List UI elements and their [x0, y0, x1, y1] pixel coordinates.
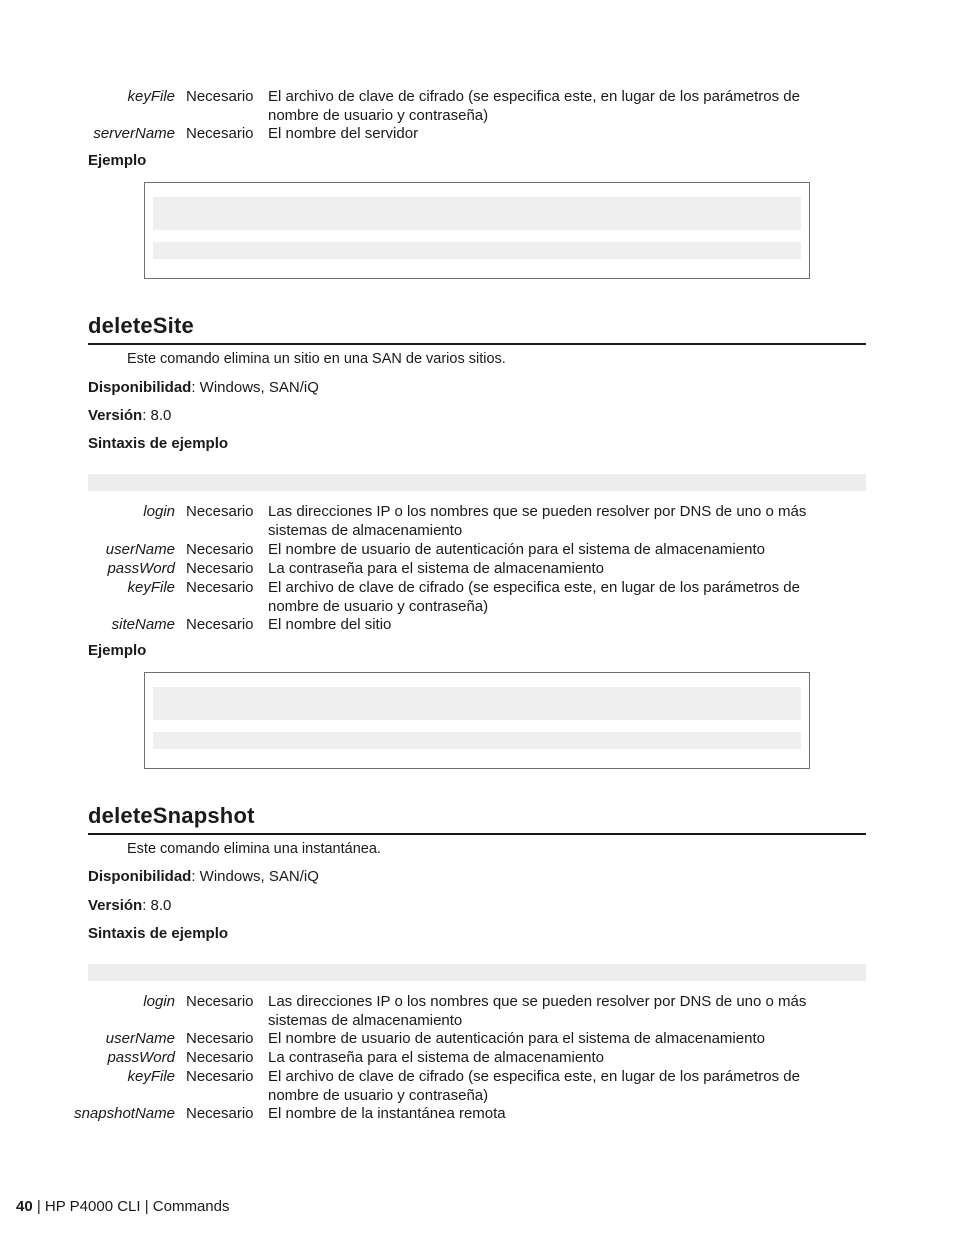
availability-label: Disponibilidad — [88, 868, 192, 885]
param-description: El archivo de clave de cifrado (se especifica este, en lugar de los parámetros de nombre de usuario y contraseña) — [268, 579, 800, 615]
section-intro: Este comando elimina una instantánea. — [127, 841, 381, 857]
param-required: Necesario — [186, 1030, 254, 1047]
section-title: deleteSite — [88, 313, 194, 338]
code-line — [153, 732, 801, 749]
page-footer — [16, 1198, 229, 1215]
section-title: deleteSnapshot — [88, 803, 255, 828]
param-name: keyFile — [127, 88, 175, 105]
param-description: El archivo de clave de cifrado (se especifica este, en lugar de los parámetros de nombre de usuario y contraseña) — [268, 1068, 800, 1104]
param-required: Necesario — [186, 579, 254, 596]
param-name: passWord — [107, 560, 175, 577]
footer-doc-title: HP P4000 CLI — [44, 1198, 141, 1215]
page-number: 40 — [16, 1198, 33, 1215]
example-label: Ejemplo — [88, 642, 147, 659]
example-code-box — [144, 182, 810, 279]
param-name: userName — [105, 1030, 175, 1047]
param-name: keyFile — [127, 579, 175, 596]
param-description: La contraseña para el sistema de almacenamiento — [268, 560, 605, 577]
version-label: Versión — [88, 407, 143, 424]
example-code-box — [144, 672, 810, 769]
param-required: Necesario — [186, 1105, 254, 1122]
param-required: Necesario — [186, 125, 254, 142]
param-name: login — [143, 503, 175, 520]
param-row — [0, 615, 954, 634]
syntax-label: Sintaxis de ejemplo — [88, 435, 229, 452]
footer-chapter: Commands — [152, 1198, 230, 1215]
param-row — [0, 87, 954, 124]
code-line — [153, 687, 801, 720]
version-value: : 8.0 — [142, 407, 172, 424]
example-label: Ejemplo — [88, 152, 147, 169]
param-row — [0, 992, 954, 1029]
param-required: Necesario — [186, 88, 254, 105]
param-description: Las direcciones IP o los nombres que se pueden resolver por DNS de uno o más sistemas de almacenamiento — [268, 993, 807, 1029]
param-required: Necesario — [186, 993, 254, 1010]
param-description: El nombre del sitio — [268, 616, 392, 633]
code-line — [153, 197, 801, 230]
param-name: keyFile — [127, 1068, 175, 1085]
param-required: Necesario — [186, 541, 254, 558]
param-description: El archivo de clave de cifrado (se especifica este, en lugar de los parámetros de nombre de usuario y contraseña) — [268, 88, 800, 124]
section-divider — [88, 343, 866, 345]
param-required: Necesario — [186, 560, 254, 577]
param-description: Las direcciones IP o los nombres que se pueden resolver por DNS de uno o más sistemas de almacenamiento — [268, 503, 807, 539]
code-line — [153, 242, 801, 259]
param-name: login — [143, 993, 175, 1010]
version-line — [88, 897, 171, 914]
availability-value: : Windows, SAN/iQ — [191, 868, 319, 885]
param-row — [0, 1067, 954, 1104]
param-name: snapshotName — [74, 1105, 175, 1122]
param-required: Necesario — [186, 1068, 254, 1085]
param-name: userName — [105, 541, 175, 558]
param-row — [0, 502, 954, 539]
syntax-label: Sintaxis de ejemplo — [88, 925, 229, 942]
param-description: El nombre de la instantánea remota — [268, 1105, 506, 1122]
version-label: Versión — [88, 897, 143, 914]
param-name: siteName — [111, 616, 175, 633]
param-description: La contraseña para el sistema de almacenamiento — [268, 1049, 605, 1066]
syntax-code-bar — [88, 964, 866, 981]
param-row — [0, 1104, 954, 1123]
param-row — [0, 124, 954, 143]
param-name: serverName — [93, 125, 175, 142]
availability-line — [88, 379, 319, 396]
availability-label: Disponibilidad — [88, 379, 192, 396]
section-divider — [88, 833, 866, 835]
section-intro: Este comando elimina un sitio en una SAN de varios sitios. — [127, 351, 506, 367]
param-row — [0, 578, 954, 615]
param-name: passWord — [107, 1049, 175, 1066]
param-required: Necesario — [186, 616, 254, 633]
availability-line — [88, 868, 319, 885]
param-required: Necesario — [186, 503, 254, 520]
param-row — [0, 540, 954, 559]
param-required: Necesario — [186, 1049, 254, 1066]
param-description: El nombre de usuario de autenticación para el sistema de almacenamiento — [268, 1030, 765, 1047]
param-row — [0, 559, 954, 578]
availability-value: : Windows, SAN/iQ — [191, 379, 319, 396]
footer-separator: | — [140, 1198, 153, 1215]
param-description: El nombre de usuario de autenticación para el sistema de almacenamiento — [268, 541, 765, 558]
version-value: : 8.0 — [142, 897, 172, 914]
syntax-code-bar — [88, 474, 866, 491]
param-row — [0, 1029, 954, 1048]
param-row — [0, 1048, 954, 1067]
version-line — [88, 407, 171, 424]
param-description: El nombre del servidor — [268, 125, 419, 142]
footer-separator: | — [32, 1198, 45, 1215]
